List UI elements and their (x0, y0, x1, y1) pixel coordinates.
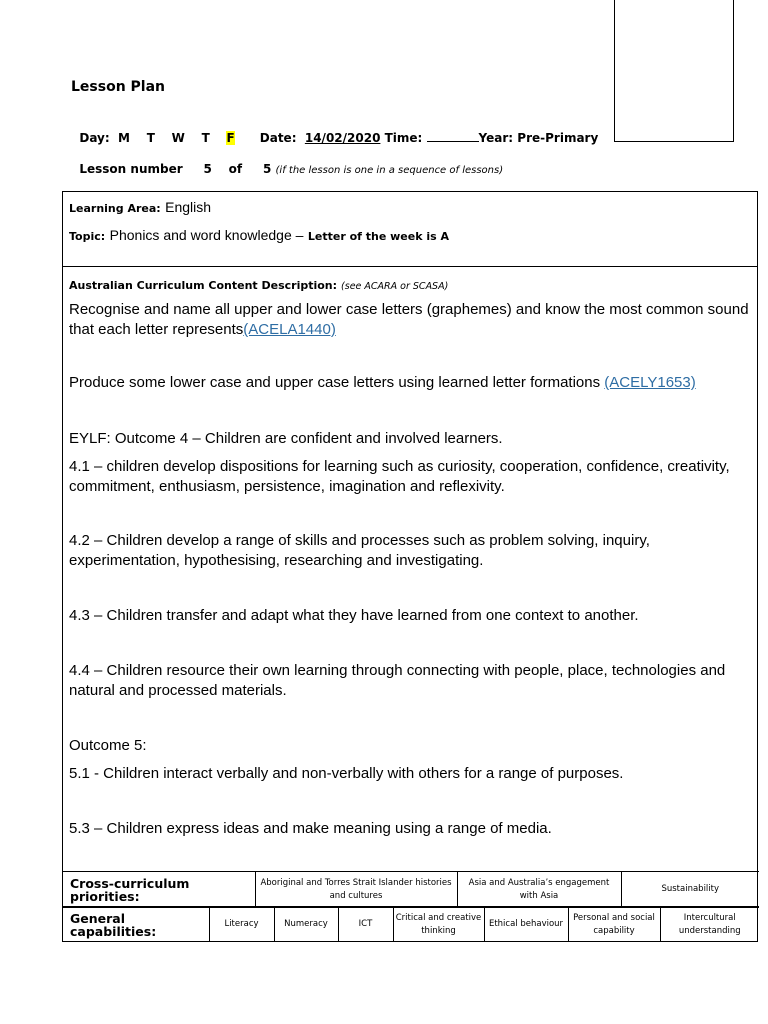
day-w: W (171, 131, 185, 145)
topic-row (69, 227, 449, 245)
eylf-outcome-5: Outcome 5: (69, 737, 147, 754)
time-label: Time: (384, 131, 423, 145)
learning-area-value: English (165, 199, 212, 215)
content-description-2 (69, 373, 749, 393)
year-label: Year: (478, 131, 514, 145)
lesson-number: 5 (203, 162, 212, 176)
learning-area-label: Learning Area: (69, 202, 161, 215)
topic-value: Phonics and word knowledge – (109, 227, 304, 243)
priority-asia: Asia and Australia’s engagement with Asia (457, 872, 621, 908)
photo-box (614, 0, 734, 142)
eylf-outcome-4: EYLF: Outcome 4 – Children are confident and involved learners. (69, 430, 503, 447)
curriculum-heading (69, 276, 448, 294)
capability-intercultural: Intercultural understanding (660, 907, 759, 943)
curriculum-note: (see ACARA or SCASA) (341, 281, 449, 292)
date-label: Date: (259, 131, 297, 145)
priority-sustainability: Sustainability (621, 872, 759, 908)
cross-curriculum-table (63, 871, 759, 908)
content-description-2-text: Produce some lower case and upper case letters using learned letter formations (69, 374, 605, 391)
page-title: Lesson Plan (71, 79, 166, 95)
lesson-total: 5 (262, 162, 272, 176)
lesson-number-label: Lesson number (79, 162, 183, 176)
general-capabilities-table (63, 906, 759, 942)
cross-curriculum-label: Cross-curriculum priorities: (63, 872, 255, 908)
lesson-table (62, 191, 758, 942)
outcome-4-1: 4.1 – children develop dispositions for learning such as curiosity, cooperation, confidence, creativity, commitment, enthusiasm, persistence, imagination and reflexivity. (69, 458, 730, 495)
outcome-4-3: 4.3 – Children transfer and adapt what they have learned from one context to another. (69, 607, 639, 624)
topic-bold: Letter of the week is A (307, 230, 450, 243)
capability-ethical: Ethical behaviour (484, 907, 568, 943)
acela1440-link[interactable]: (ACELA1440) (243, 321, 336, 338)
content-description-1-text: Recognise and name all upper and lower case letters (graphemes) and know the most common sound that each letter represents (69, 301, 749, 338)
outcome-5-3: 5.3 – Children express ideas and make meaning using a range of media. (69, 820, 552, 837)
learning-area-row (69, 199, 211, 217)
capability-critical-thinking: Critical and creative thinking (393, 907, 484, 943)
acely1653-link[interactable]: (ACELY1653) (604, 374, 696, 391)
lesson-number-line (71, 148, 503, 176)
day-m: M (118, 131, 130, 145)
general-capabilities-label: General capabilities: (63, 907, 209, 943)
time-blank (427, 130, 479, 142)
learning-area-section (63, 192, 757, 267)
day-label: Day: (79, 131, 110, 145)
day-f-selected: F (226, 131, 235, 145)
curriculum-section (63, 267, 757, 872)
of-label: of (228, 162, 243, 176)
outcome-4-2: 4.2 – Children develop a range of skills and processes such as problem solving, inquiry, experimentation, hypothesising, researching and investigating. (69, 532, 650, 569)
year-value: Pre-Primary (517, 131, 599, 145)
capability-literacy: Literacy (209, 907, 274, 943)
outcome-5-1: 5.1 - Children interact verbally and non-verbally with others for a range of purposes. (69, 765, 624, 782)
day-date-line (71, 116, 598, 145)
date-value: 14/02/2020 (304, 131, 381, 145)
capability-numeracy: Numeracy (274, 907, 338, 943)
curriculum-label: Australian Curriculum Content Description: (69, 279, 338, 292)
capability-ict: ICT (338, 907, 393, 943)
topic-label: Topic: (69, 230, 106, 243)
day-t: T (146, 131, 155, 145)
priority-atsi: Aboriginal and Torres Strait Islander histories and cultures (255, 872, 457, 908)
capability-personal-social: Personal and social capability (568, 907, 660, 943)
content-description-1 (69, 300, 749, 340)
lesson-note: (if the lesson is one in a sequence of lessons) (275, 165, 504, 176)
day-th: T (201, 131, 210, 145)
outcome-4-4: 4.4 – Children resource their own learning through connecting with people, place, technologies and natural and processed materials. (69, 662, 726, 699)
